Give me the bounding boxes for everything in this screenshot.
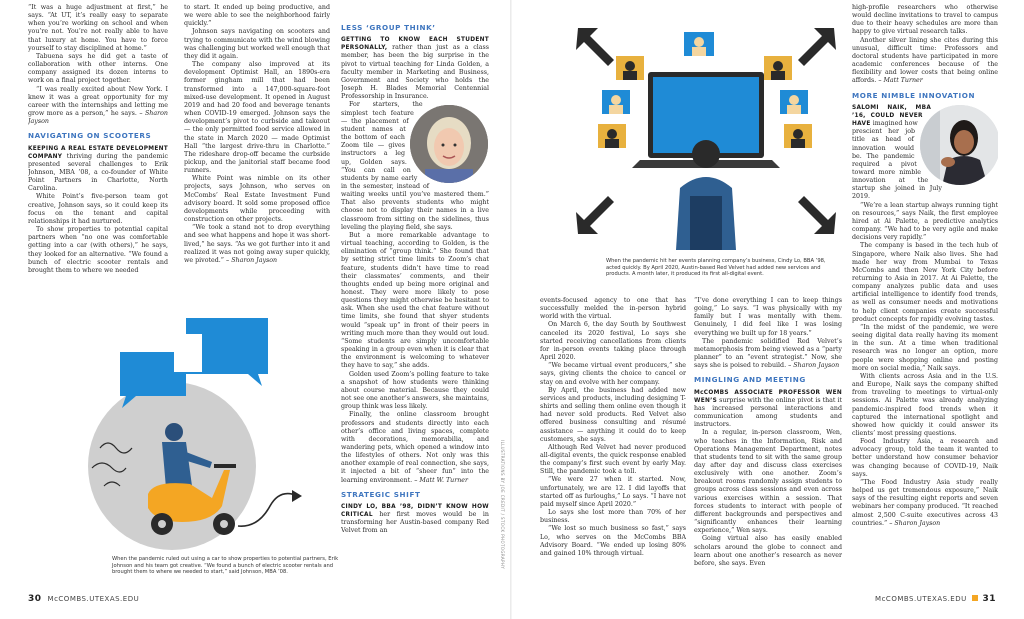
call-tile-top-center: [684, 32, 714, 56]
page-number: 30: [28, 594, 42, 604]
paragraph: “We became virtual event producers,” she says, giving clients the choice to cancel or stay on and evolve with her company.: [540, 362, 686, 386]
paragraph: Tabuena says he did get a taste of collaboration with other interns. One company assigned its dozen interns to work on a final project together.: [28, 52, 168, 85]
paragraph: The pandemic solidified Red Velvet’s metamorphosis from being viewed as a “party planner” to an “event strategist.” Now, she says she is poised to rebuild.: [694, 337, 842, 370]
video-call-illustration: [568, 16, 844, 250]
left-column-3: [341, 24, 489, 584]
arrow-southeast-icon: [798, 196, 836, 234]
call-tile-left-top: [616, 56, 644, 80]
section-heading: STRATEGIC SHIFT: [341, 489, 421, 499]
paragraph: Golden used Zoom’s polling feature to take a snapshot of how students were thinking about course material. Because they could not see one another’s answers, she maintains, group think was less likely.: [341, 370, 489, 411]
scooter-caption: When the pandemic ruled out using a car to show properties to potential partners, Erik Johnson and his team got creative. “We found a bunch of electric scooter rentals and brought them to where we needed to start,” said Johnson, MBA ’08.: [112, 556, 339, 576]
call-tile-left-mid: [602, 90, 630, 114]
illustration-credit: ILLUSTRATIONS BY JOE CREDIT / STOCK PHOTOGRAPHY: [500, 440, 505, 570]
lead-in: KEEPING A REAL ESTATE DEVELOPMENT COMPANY: [28, 145, 168, 160]
section-heading: MORE NIMBLE INNOVATION: [852, 90, 976, 100]
call-tile-right-bottom: [784, 124, 812, 148]
left-column-2: [184, 4, 330, 300]
paragraph: White Point’s five-person team got creative, Johnson says, so it could keep its focus on the tenant and capital relationships it had nurtured.: [28, 193, 168, 225]
paragraph: surprise with the online pivot is that it has increased personal interactions and communication among students and instructors.: [694, 396, 842, 429]
lead-in: McCOMBS ASSOCIATE PROFESSOR WEN WEN’S: [694, 389, 842, 404]
section-heading: LESS ‘GROUP THINK’: [341, 24, 436, 32]
paragraph: Going virtual also has easily enabled scholars around the globe to connect and learn about one another’s research as never before, she says. Even: [694, 535, 842, 567]
paragraph: “We’re a lean startup always running tight on resources,” says Naik, the first employee hired at Ai Palette, a predictive analytics company. “We had to be very agile and make decisions very rapidly.”: [852, 201, 998, 242]
scooter-illustration: [62, 318, 342, 558]
lead-in: GETTING TO KNOW EACH STUDENT PERSONALLY,: [341, 37, 489, 52]
byline: – Matt Turner: [878, 77, 923, 85]
folio-url: McCOMBS.UTEXAS.EDU: [875, 595, 967, 603]
paragraph: Food Industry Asia, a research and advocacy group, told the team it wanted to better understand how consumer behavior was changing because of COVID-19, Naik says.: [852, 438, 998, 478]
paragraph: The company also improved at its development Optimist Hall, an 1890s-era former gingham mill that had been transformed into a 147,000-square-foot mixed-use development. It opened in August 2019 and had 20 food and beverage tenants when COVID-19 emerged. Johnson says the development’s pivot to curbside and takeout — the only permitted food service allowed in the state in March 2020 — made Optimist Hall “the largest drive-thru in Charlotte.” The rideshare drop-off became the curbside pickup, and the janitorial staff became food runners.: [184, 61, 330, 175]
call-tile-right-top: [764, 56, 792, 80]
paragraph: The company is based in the tech hub of Singapore, where Naik also lives. She had made her way from Mumbai to Texas McCombs and then New York City before returning to Asia in 2017. At Ai Palette, the company analyzes public data and uses artificial intelligence to identify food trends, as well as consumer needs and motivations to help client companies create successful product concepts for rapidly evolving tastes.: [852, 242, 998, 323]
paragraph: Although Red Velvet had never produced all-digital events, the quick response enabled the company’s first such event by early May. Still, the pandemic took a toll.: [540, 443, 686, 476]
right-column-1: [540, 297, 686, 587]
paragraph: “I’ve done everything I can to keep things going,” Lo says. “I was physically with my family but I was mentally with them. Genuinely, I did feel like I was losing everything we built up for 18 years.”: [694, 297, 842, 337]
paragraph: White Point was nimble on its other projects, says Johnson, who serves on McCombs’ Real Estate Investment Fund advisory board. It sold some proposed office developments while proceeding with construction on other projects.: [184, 175, 330, 224]
portrait-float: [409, 103, 489, 185]
portrait-float: [918, 104, 998, 186]
salomi-naik-photo: [918, 104, 998, 186]
paragraph: For starters, the simplest tech feature — the placement of student names at the bottom of each Zoom tile — gives instructors a leg up, Golden says. “You can call on students by name early in the semester, instead of waiting weeks until you’ve mastered them.” That also prevents students who might choose not to display their names in a live classroom from sitting on the sidelines, thus leveling the playing field, she says.: [341, 101, 489, 231]
section-heading: MINGLING AND MEETING: [694, 375, 806, 385]
right-column-2: [694, 297, 842, 587]
paragraph: To show properties to potential capital partners when “no one was comfortable getting into a car (with others),” he says, they looked for an alternative. “We found a bunch of electric scooter rentals and brought them to where we needed: [28, 226, 168, 274]
paragraph: “In the midst of the pandemic, we were seeing digital data really having its moment in the sun. At a time when traditional research was no longer an option, more people were shopping online and posting more on social media,” Naik says.: [852, 323, 998, 372]
right-page: [512, 0, 1024, 619]
byline: – Sharon Jayson: [788, 362, 840, 370]
paragraph: By April, the business had added new services and products, including designing T-shirts and selling them online even though it had never sold products. Red Velvet also offered business consulting and résumé assistance — anything it could do to keep customers, she says.: [540, 386, 686, 443]
paragraph: On March 6, the day South by Southwest canceled its 2020 festival, Lo says she started receiving cancellations from clients for in-person events taking place through April 2020.: [540, 321, 686, 362]
linda-golden-photo: [409, 103, 489, 185]
call-tile-right-mid: [780, 90, 808, 114]
paragraph: “The Food Industry Asia study really helped us get tremendous exposure,” Naik says of the resulting eight reports and seven webinars her company produced. “It reached almost 2,500 C-suite executives across 43 countries.”: [852, 478, 998, 527]
byline: – Sharon Jayson: [889, 519, 941, 527]
left-folio: [28, 594, 139, 604]
call-tile-left-bottom: [598, 124, 626, 148]
byline: – Sharon Jayson: [28, 110, 168, 126]
paragraph: to start. It ended up being productive, and we were able to see the neighborhood fairly quickly.”: [184, 4, 330, 28]
paragraph: high-profile researchers who otherwise would decline invitations to travel to campus due to their heavy schedules are more than happy to give virtual research talks.: [852, 4, 998, 36]
folio-url: McCOMBS.UTEXAS.EDU: [47, 595, 140, 603]
paragraph: imagined how prescient her job title as head of innovation would be. The pandemic required a pivot toward more nimble innovation at the startup she joined in July 2019.: [852, 120, 942, 201]
section-heading: NAVIGATING ON SCOOTERS: [28, 131, 152, 141]
right-folio: [875, 594, 996, 604]
paragraph: “We lost so much business so fast,” says Lo, who serves on the McCombs BBA Advisory Board. “We ended up losing 80% and gained 10% through virtual.: [540, 525, 686, 557]
laptop-caption: When the pandemic hit her events planning company’s business, Cindy Lo, BBA ’98, acted quickly. By April 2020, Austin-based Red Velvet had added new services and products. A month later, it produced its first all-digital event.: [606, 258, 826, 278]
paragraph: Another silver lining she cites during this unusual, difficult time: Professors and doctoral students have participated in more academic conferences because of the flexibility and lower costs that being online affords.: [852, 36, 998, 85]
lead-in: SALOMI NAIK, MBA ’16, COULD NEVER HAVE: [852, 104, 932, 128]
paragraph: “We were 27 when it started. Now, unfortunately, we are 12. I did layoffs that started off as furloughs,” Lo says. “I have not paid myself since April 2020.”: [540, 476, 686, 508]
paragraph: thriving during the pandemic presented several challenges to Erik Johnson, MBA ’08, a co-founder of White Point Partners in Charlotte, North Carolina.: [28, 152, 168, 193]
paragraph: her first moves would be in transforming her Austin-based company Red Velvet from an: [341, 511, 489, 535]
paragraph: rather than just as a class member, has been the big surprise in the pivot to virtual teaching for Linda Golden, a faculty member in Marketing and Business, Government and Society who holds the Joseph H. Blades Memorial Centennial Professorship in Insurance.: [341, 44, 489, 101]
paragraph: “We took a stand not to drop everything and see what happens and hope it was short-lived,” he says. “As we got further into it and realized it was not going away super quickly, we pivoted.”: [184, 224, 330, 264]
arrow-northeast-icon: [798, 28, 836, 66]
folio-square-icon: [972, 595, 978, 601]
arrow-southwest-icon: [576, 196, 614, 234]
byline: – Matt W. Turner: [414, 476, 469, 484]
paragraph: Finally, the online classroom brought professors and students directly into each other’s office and living spaces, complete with decorations, memorabilia, and wandering pets, which opened a window into the lifestyles of others. Not only was this another example of real connection, she says, it injected a bit of “sheer fun” into the learning environment.: [341, 411, 489, 484]
paragraph: Johnson says navigating on scooters and trying to communicate with the wind blowing was challenging but worked well enough that they did it again.: [184, 28, 330, 60]
arrow-northwest-icon: [576, 28, 614, 66]
page-number: 31: [982, 594, 996, 604]
paragraph: “I was really excited about New York. I knew it was a great opportunity for my career with the internships and letting me grow more as a person,” he says.: [28, 85, 168, 118]
byline: – Sharon Jayson: [226, 256, 278, 264]
paragraph: events-focused agency to one that has successfully melded the in-person hybrid world with the virtual.: [540, 297, 686, 321]
paragraph: Lo says she lost more than 70% of her business.: [540, 509, 686, 525]
arrow-right-icon: [292, 490, 302, 502]
left-column-1: [28, 4, 168, 278]
paragraph: But a more remarkable advantage to virtual teaching, according to Golden, is the elimination of “group think.” She found that by setting strict time limits to Zoom’s chat feature, students didn’t have time to read their classmates’ comments, and their thoughts ended up being more original and honest. They were more likely to pose questions they might otherwise be hesitant to ask. When she used the chat feature without time limits, she found that shyer students would “speak up” in front of their peers in writing much more than they would out loud. “Some students are simply uncomfortable speaking in a group even when it is clear that the environment is welcoming to whatever they have to say,” she adds.: [341, 231, 489, 370]
paragraph: In a regular, in-person classroom, Wen, who teaches in the Information, Risk and Operations Management Department, notes that students tend to sit with the same group day after day and discuss class exercises exclusively with one another. Zoom’s breakout rooms randomly assign students to groups across class sessions and even across various exercises within a session. That forces students to interact with people of different backgrounds and perspectives and “significantly enhances their learning experience,” Wen says.: [694, 429, 842, 535]
right-column-3: [852, 4, 998, 588]
lead-in: CINDY LO, BBA ’98, DIDN’T KNOW HOW CRITICAL: [341, 503, 489, 519]
paragraph: “It was a huge adjustment at first,” he says. “At UT, it’s really easy to separate when you’re working on school and when you’re not. You’re not really able to have that luxury at home. You have to force yourself to stay disciplined at home.”: [28, 4, 168, 52]
paragraph: With clients across Asia and in the U.S. and Europe, Naik says the company shifted from traveling to meetings to virtual-only sessions. Ai Palette was already analyzing pandemic-inspired food trends when it captured the international spotlight and showed how quickly it could answer its clients’ most pressing questions.: [852, 372, 998, 437]
